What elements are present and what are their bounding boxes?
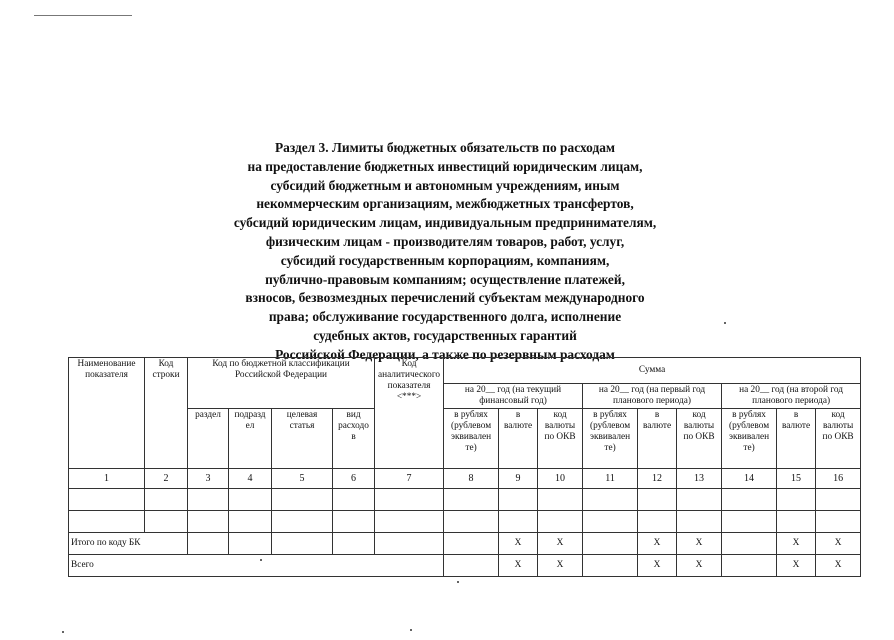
col-header-sum: Сумма: [444, 358, 861, 384]
table-cell[interactable]: [722, 533, 777, 555]
table-cell[interactable]: [69, 489, 145, 511]
col-header-okv: код валюты по ОКВ: [538, 409, 583, 469]
table-cell[interactable]: [229, 533, 272, 555]
table-cell[interactable]: [499, 489, 538, 511]
column-number: 1: [69, 469, 145, 489]
table-cell[interactable]: [375, 533, 444, 555]
col-header-year-first: на 20__ год (на первый год планового периода): [583, 384, 722, 409]
table-cell[interactable]: [272, 489, 333, 511]
title-line: взносов, безвозмездных перечислений субъектам международного: [245, 290, 645, 306]
table-cell[interactable]: [188, 489, 229, 511]
title-line: субсидий государственным корпорациям, компаниям,: [280, 252, 610, 268]
table-cell[interactable]: [722, 489, 777, 511]
table-cell[interactable]: [677, 489, 722, 511]
data-row: [69, 511, 861, 533]
scan-speck: [410, 629, 412, 631]
col-header-analytic-code: Код аналитического показателя <***>: [375, 358, 444, 469]
table-cell[interactable]: [188, 511, 229, 533]
col-header-currency: в валюте: [499, 409, 538, 469]
column-number: 8: [444, 469, 499, 489]
title-line: некоммерческим организациям, межбюджетных трансфертов,: [256, 196, 634, 212]
column-number-row: [69, 469, 861, 489]
table-cell[interactable]: [375, 489, 444, 511]
table-cell[interactable]: [816, 489, 861, 511]
scan-speck: [457, 581, 459, 583]
x-mark: X: [638, 555, 677, 577]
column-number: 10: [538, 469, 583, 489]
col-header-okv: код валюты по ОКВ: [816, 409, 861, 469]
scan-speck: [62, 631, 64, 633]
table-cell[interactable]: [499, 511, 538, 533]
column-number: 16: [816, 469, 861, 489]
title-line: судебных актов, государственных гарантий: [313, 327, 577, 343]
data-row: [69, 489, 861, 511]
total-label: Всего: [69, 555, 444, 577]
limits-table: [68, 357, 861, 577]
table-cell[interactable]: [538, 489, 583, 511]
table-cell[interactable]: [722, 555, 777, 577]
col-header-target: целевая статья: [272, 409, 333, 469]
table-cell[interactable]: [188, 533, 229, 555]
title-line: Российской Федерации, а также по резервным расходам: [275, 346, 615, 362]
table-cell[interactable]: [583, 511, 638, 533]
table-cell[interactable]: [333, 489, 375, 511]
total-bk-row: [69, 533, 861, 555]
table-cell[interactable]: [777, 511, 816, 533]
col-header-name: Наименование показателя: [69, 358, 145, 469]
column-number: 11: [583, 469, 638, 489]
header-row: [69, 358, 861, 384]
scan-speck: [724, 322, 726, 324]
x-mark: X: [677, 555, 722, 577]
table-cell[interactable]: [583, 533, 638, 555]
x-mark: X: [816, 555, 861, 577]
table-cell[interactable]: [69, 511, 145, 533]
title-line: субсидий бюджетным и автономным учреждениям, иным: [270, 177, 620, 193]
col-header-okv: код валюты по ОКВ: [677, 409, 722, 469]
column-number: 4: [229, 469, 272, 489]
col-header-currency: в валюте: [777, 409, 816, 469]
table-cell[interactable]: [444, 489, 499, 511]
col-header-line-code: Код строки: [145, 358, 188, 469]
x-mark: X: [538, 533, 583, 555]
table-cell[interactable]: [229, 489, 272, 511]
total-row: [69, 555, 861, 577]
table-cell[interactable]: [583, 555, 638, 577]
table-cell[interactable]: [444, 533, 499, 555]
table-cell[interactable]: [722, 511, 777, 533]
x-mark: X: [538, 555, 583, 577]
table-cell[interactable]: [638, 489, 677, 511]
table-cell[interactable]: [816, 511, 861, 533]
column-number: 14: [722, 469, 777, 489]
section-title: [175, 139, 715, 365]
column-number: 2: [145, 469, 188, 489]
header-row: [69, 409, 861, 469]
table-cell[interactable]: [229, 511, 272, 533]
x-mark: X: [499, 533, 538, 555]
column-number: 12: [638, 469, 677, 489]
col-header-currency: в валюте: [638, 409, 677, 469]
col-header-year-current: на 20__ год (на текущий финансовый год): [444, 384, 583, 409]
table-cell[interactable]: [272, 511, 333, 533]
table-cell[interactable]: [538, 511, 583, 533]
table-cell[interactable]: [777, 489, 816, 511]
total-bk-label: Итого по коду БК: [69, 533, 188, 555]
table-cell[interactable]: [272, 533, 333, 555]
title-line: физическим лицам - производителям товаров, работ, услуг,: [265, 233, 625, 249]
col-header-bk-code: Код по бюджетной классификации Российской Федерации: [188, 358, 375, 409]
title-line: Раздел 3. Лимиты бюджетных обязательств по расходам: [274, 140, 616, 155]
table-cell[interactable]: [677, 511, 722, 533]
title-line: субсидий юридическим лицам, индивидуальным предпринимателям,: [233, 215, 657, 231]
table-cell[interactable]: [333, 511, 375, 533]
col-header-subsection: подразд ел: [229, 409, 272, 469]
col-header-rub: в рублях (рублевом эквивален те): [444, 409, 499, 469]
title-line: публично-правовым компаниям; осуществление платежей,: [265, 271, 625, 287]
table-cell[interactable]: [583, 489, 638, 511]
table-cell[interactable]: [333, 533, 375, 555]
column-number: 6: [333, 469, 375, 489]
x-mark: X: [677, 533, 722, 555]
scan-speck: [260, 559, 262, 561]
table-cell[interactable]: [444, 555, 499, 577]
top-rule: [34, 15, 132, 16]
col-header-rub: в рублях (рублевом эквивален те): [722, 409, 777, 469]
table-cell[interactable]: [375, 511, 444, 533]
column-number: 5: [272, 469, 333, 489]
title-line: на предоставление бюджетных инвестиций юридическим лицам,: [247, 158, 643, 174]
x-mark: X: [638, 533, 677, 555]
x-mark: X: [816, 533, 861, 555]
col-header-expense-type: вид расходо в: [333, 409, 375, 469]
x-mark: X: [777, 555, 816, 577]
x-mark: X: [777, 533, 816, 555]
col-header-section: раздел: [188, 409, 229, 469]
column-number: 7: [375, 469, 444, 489]
title-line: права; обслуживание государственного долга, исполнение: [268, 309, 622, 325]
x-mark: X: [499, 555, 538, 577]
table-cell[interactable]: [638, 511, 677, 533]
table-cell[interactable]: [145, 511, 188, 533]
column-number: 3: [188, 469, 229, 489]
table-cell[interactable]: [444, 511, 499, 533]
column-number: 15: [777, 469, 816, 489]
col-header-rub: в рублях (рублевом эквивален те): [583, 409, 638, 469]
table-cell[interactable]: [145, 489, 188, 511]
column-number: 13: [677, 469, 722, 489]
col-header-year-second: на 20__ год (на второй год планового периода): [722, 384, 861, 409]
column-number: 9: [499, 469, 538, 489]
